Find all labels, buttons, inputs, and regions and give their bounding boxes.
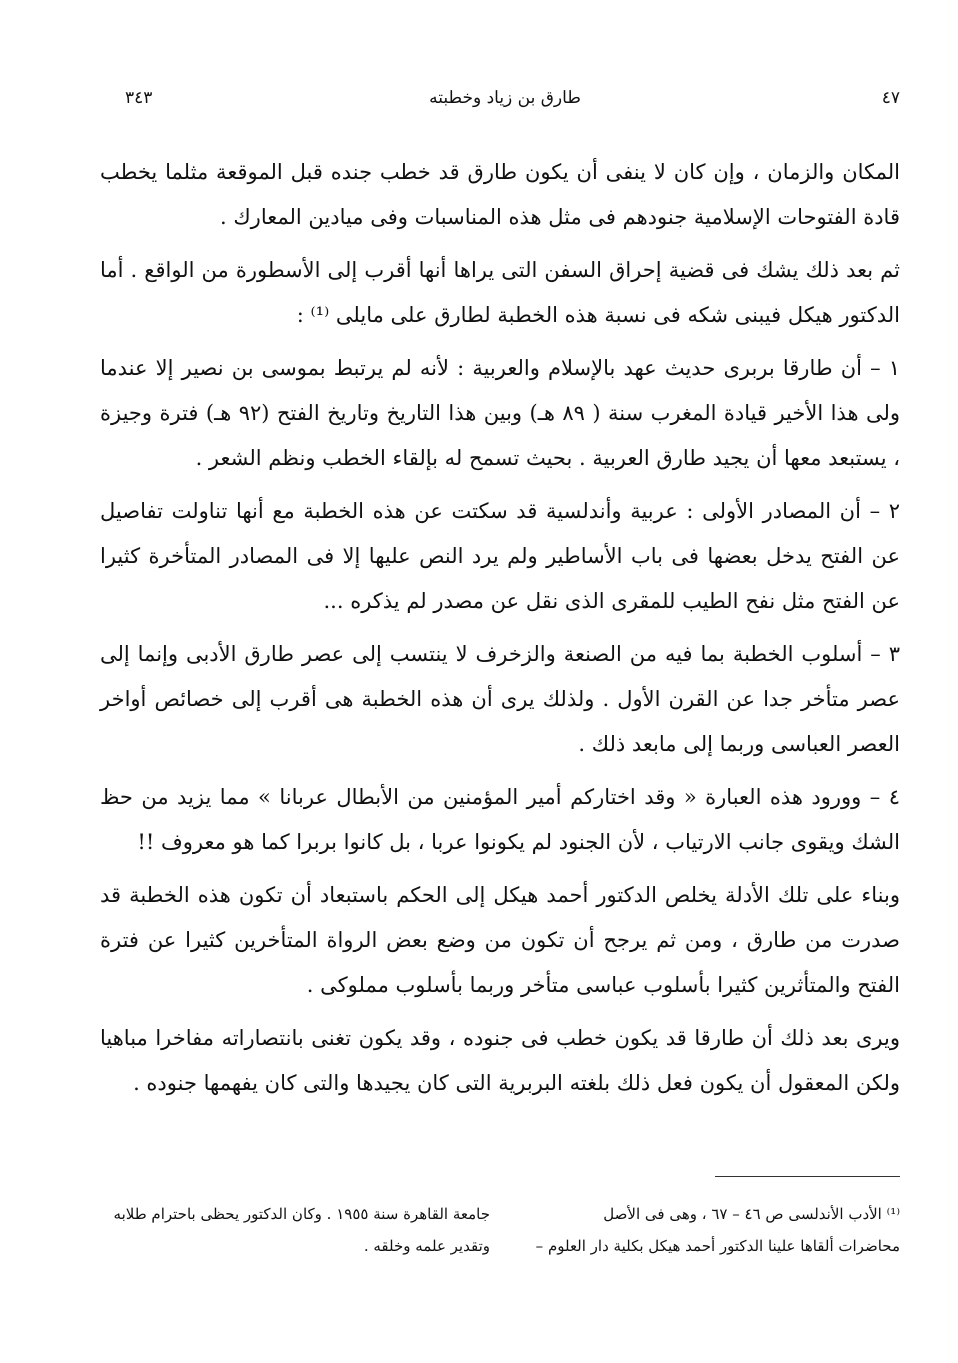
section-number: ٤٧ xyxy=(881,88,900,108)
paragraph: ١ – أن طارقا بربرى حديث عهد بالإسلام والعربية : لأنه لم يرتبط بموسى بن نصير إلا عندما ولى هذا الأخير قيادة المغرب سنة ( ٨٩ هـ) وبين هذا التاريخ وتاريخ الفتح (٩٢ هـ) فترة وجيزة ، يستبعد معها أن يجيد طارق العربية . بحيث تسمح له بإلقاء الخطب ونظم الشعر . xyxy=(100,356,901,470)
paragraph: ٢ – أن المصادر الأولى : عربية وأندلسية قد سكتت عن هذه الخطبة مع أنها تناولت تفاصيل عن الفتح يدخل بعضها فى باب الأساطير ولم يرد النص عليها إلا فى المصادر المتأخرة كثيرا عن الفتح مثل نفح الطيب للمقرى الذى نقل عن مصدر لم يذكره ... xyxy=(100,499,900,613)
paragraph: ثم بعد ذلك يشك فى قضية إحراق السفن التى يراها أنها أقرب إلى الأسطورة من الواقع . أما الدكتور هيكل فيبنى شكه فى نسبة هذه الخطبة لطارق على مايلى ⁽¹⁾ : xyxy=(100,258,900,327)
footnote-divider xyxy=(715,1176,900,1177)
footnote-line: جامعة القاهرة سنة ١٩٥٥ . وكان الدكتور يحظى باحترام طلابه xyxy=(113,1205,490,1223)
page-number: ٣٤٣ xyxy=(125,88,153,108)
running-title: طارق بن زياد وخطبته xyxy=(429,88,581,108)
paragraph: المكان والزمان ، وإن كان لا ينفى أن يكون طارق قد خطب جنده قبل الموقعة مثلما يخطب قادة الفتوحات الإسلامية جنودهم فى مثل هذه المناسبات وفى ميادين المعارك . xyxy=(100,160,900,229)
paragraph: ٤ – وورود هذه العبارة « وقد اختاركم أمير المؤمنين من الأبطال عربانا » مما يزيد من حظ الشك ويقوى جانب الارتياب ، لأن الجنود لم يكونوا عربا ، بل كانوا بربرا كما هو معروف !! xyxy=(100,785,900,854)
footnote-column-left xyxy=(100,1198,490,1262)
paragraph: ويرى بعد ذلك أن طارقا قد يكون خطب فى جنوده ، وقد يكون تغنى بانتصاراته مفاخرا مباهيا ولكن المعقول أن يكون فعل ذلك بلغته البربرية التى كان يجيدها والتى كان يفهمها جنوده . xyxy=(100,1026,900,1095)
paragraph: وبناء على تلك الأدلة يخلص الدكتور أحمد هيكل إلى الحكم باستبعاد أن تكون هذه الخطبة قد صدرت من طارق ، ومن ثم يرجح أن تكون من وضع بعض الرواة المتأخرين كثيرا عن فترة الفتح والمتأثرين كثيرا بأسلوب عباسى متأخر وربما بأسلوب مملوكى . xyxy=(100,883,900,997)
footnote-line: ⁽¹⁾ الأدب الأندلسى ص ٤٦ – ٦٧ ، وهى فى الأصل xyxy=(603,1205,900,1223)
body-text xyxy=(100,150,900,1114)
footnote-line: محاضرات ألقاها علينا الدكتور أحمد هيكل بكلية دار العلوم – xyxy=(535,1237,900,1255)
paragraph: ٣ – أسلوب الخطبة بما فيه من الصنعة والزخرف لا ينتسب إلى عصر طارق الأدبى وإنما إلى عصر متأخر جدا عن القرن الأول . ولذلك يرى أن هذه الخطبة هى أقرب إلى خصائص أواخر العصر العباسى وربما إلى مابعد ذلك . xyxy=(100,642,900,756)
footnote-column-right xyxy=(510,1198,900,1262)
running-header xyxy=(110,88,900,118)
footnote-line: وتقدير علمه وخلقه . xyxy=(363,1237,490,1255)
